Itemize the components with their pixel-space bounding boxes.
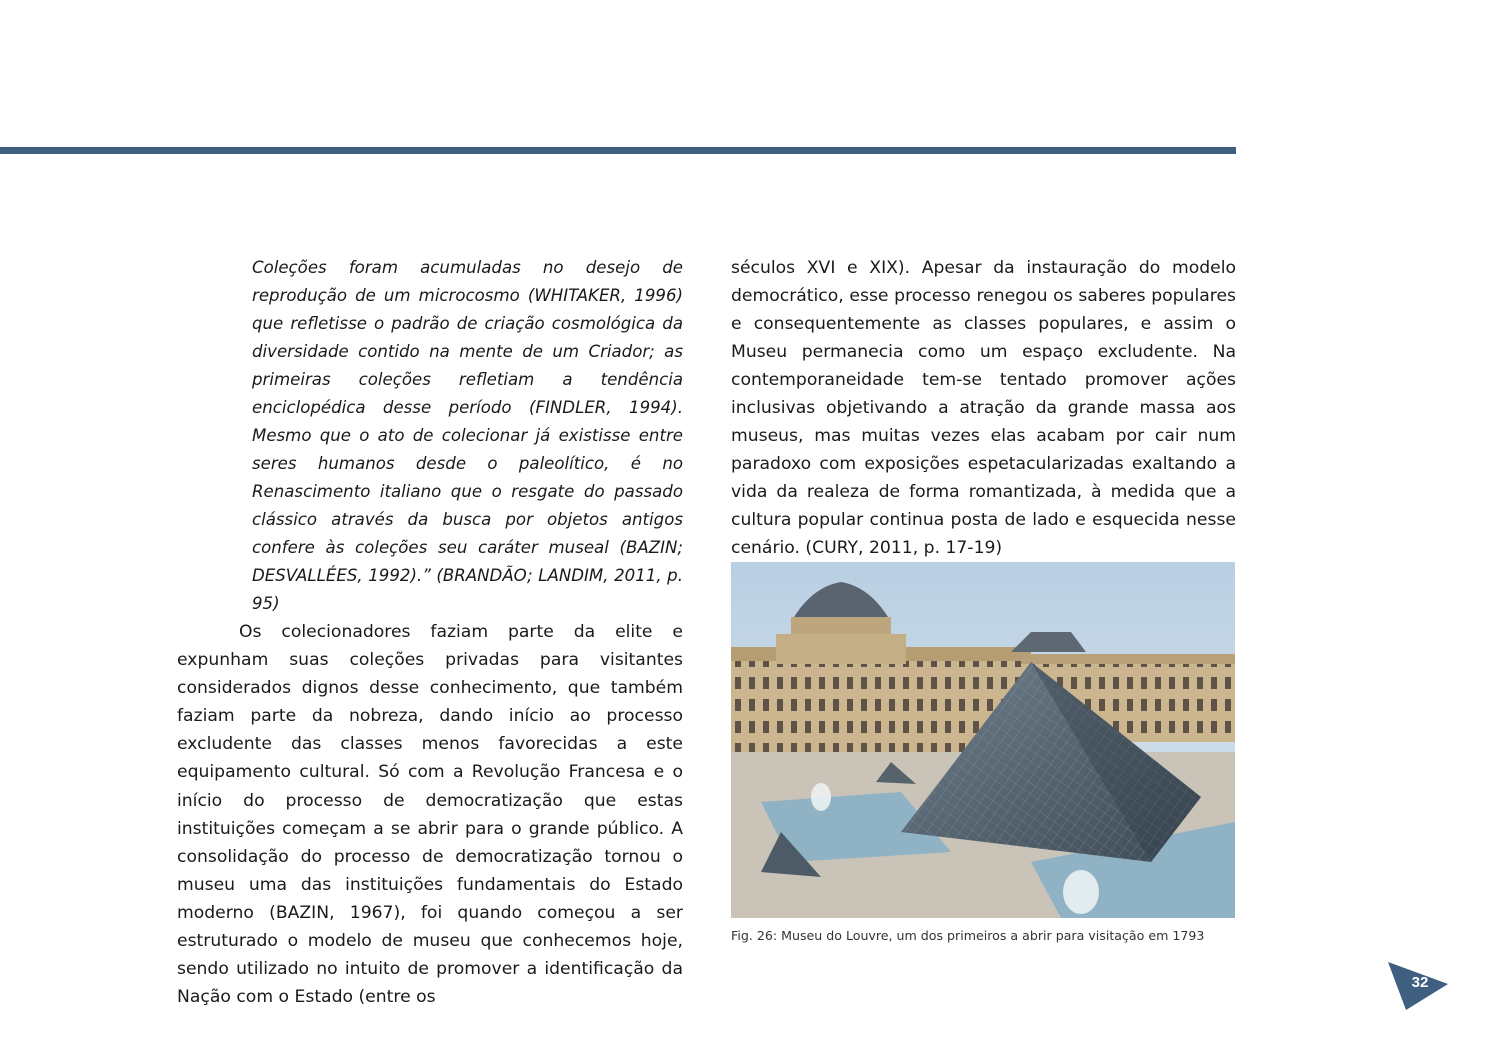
body-paragraph-right: séculos XVI e XIX). Apesar da instauração do modelo democrático, esse processo renegou os saberes populares e consequentemente as classes populares, e assim o Museu permanecia como um espaço excludente. Na contemporaneidade tem-se tentado promover ações inclusivas objetivando a atração da grande massa aos museus, mas muitas vezes elas acabam por cair num paradoxo com exposições espetacularizadas exaltando a vida da realeza de forma romantizada, à medida que a cultura popular continua posta de lado e esquecida nesse cenário. (CURY, 2011, p. 17-19) (731, 258, 1236, 558)
right-column (731, 254, 1236, 562)
left-column (177, 254, 683, 1011)
header-rule (0, 147, 1236, 154)
louvre-illustration (731, 562, 1235, 918)
body-paragraph-left: Os colecionadores faziam parte da elite e expunham suas coleções privadas para visitantes considerados dignos desse conhecimento, que também faziam parte da nobreza, dando início ao processo excludente das classes menos favorecidas a este equipamento cultural. Só com a Revolução Francesa e o início do processo de democratização que estas instituições começam a se abrir para o grande público. A consolidação do processo de democratização tornou o museu uma das instituições fundamentais do Estado moderno (BAZIN, 1967), foi quando começou a ser estruturado o modelo de museu que conhecemos hoje, sendo utilizado no intuito de promover a identificação da Nação com o Estado (entre os (177, 622, 683, 1008)
block-quote: Coleções foram acumuladas no desejo de reprodução de um microcosmo (WHITAKER, 1996) que refletisse o padrão de criação cosmológica da diversidade contido na mente de um Criador; as primeiras coleções refletiam a tendência enciclopédica desse período (FINDLER, 1994). Mesmo que o ato de colecionar já existisse entre seres humanos desde o paleolítico, é no Renascimento italiano que o resgate do passado clássico através da busca por objetos antigos confere às coleções seu caráter museal (BAZIN; DESVALLÉES, 1992).” (BRANDÃO; LANDIM, 2011, p. 95) (252, 258, 683, 613)
louvre-photo (731, 562, 1235, 918)
page-number: 32 (1411, 974, 1429, 991)
figure-caption: Fig. 26: Museu do Louvre, um dos primeiros a abrir para visitação em 1793 (731, 928, 1205, 943)
